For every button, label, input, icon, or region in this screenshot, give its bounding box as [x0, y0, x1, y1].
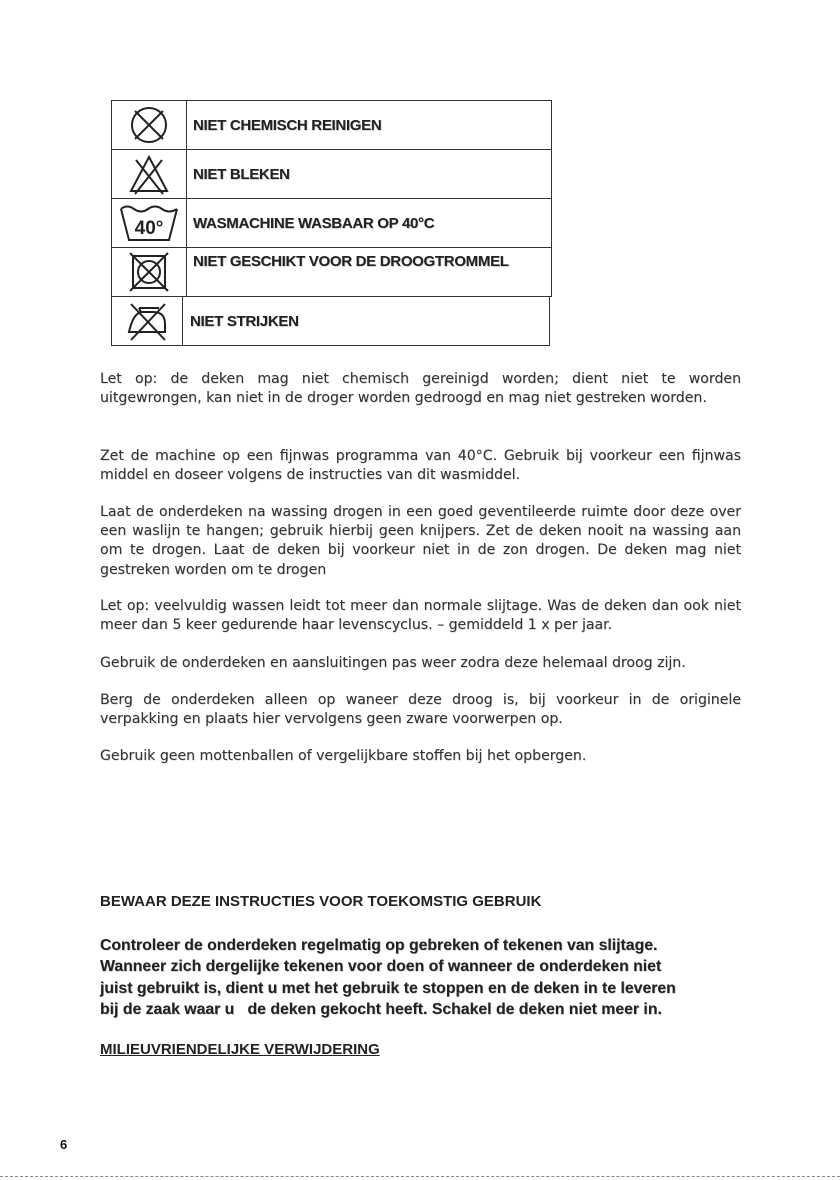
svg-text:40°: 40° [134, 218, 164, 239]
no-tumble-dry-icon [112, 248, 187, 296]
care-row-machine-wash-40 [111, 198, 552, 248]
machine-wash-40-icon [112, 199, 187, 247]
instruction-paragraph: Gebruik geen mottenballen of vergelijkbare stoffen bij het opbergen. [100, 748, 587, 764]
care-row-no-bleach [111, 149, 552, 199]
care-row-no-dry-clean [111, 100, 552, 150]
instruction-paragraph: Zet de machine op een fijnwas programma van 40°C. Gebruik bij voorkeur een fijnwas middel en doseer volgens de instructies van dit wasmiddel. [100, 448, 741, 484]
disposal-heading: MILIEUVRIENDELIJKE VERWIJDERING [100, 1041, 380, 1058]
care-symbols-table [111, 100, 552, 346]
care-label-text: WASMACHINE WASBAAR OP 40°C [193, 214, 435, 232]
warning-line: Controleer de onderdeken regelmatig op gebreken of tekenen van slijtage. [100, 937, 658, 954]
warning-line: Wanneer zich dergelijke tekenen voor doen of wanneer de onderdeken niet [100, 958, 662, 976]
no-iron-icon [112, 297, 183, 345]
no-dry-clean-icon [112, 101, 187, 149]
warning-block [100, 935, 760, 1021]
care-label-text: NIET BLEKEN [193, 165, 290, 183]
care-label-text: NIET STRIJKEN [190, 312, 299, 330]
bottom-divider [0, 1176, 840, 1177]
instruction-paragraph: Berg de onderdeken alleen op waneer deze droog is, bij voorkeur in de originele verpakking en plaats hier vervolgens geen zware voorwerpen op. [100, 692, 741, 728]
instruction-paragraph: Let op: de deken mag niet chemisch gereinigd worden; dient niet te worden uitgewrongen, kan niet in de droger worden gedroogd en mag niet gestreken worden. [100, 371, 741, 407]
instruction-paragraph: Gebruik de onderdeken en aansluitingen pas weer zodra deze helemaal droog zijn. [100, 655, 686, 671]
warning-line: juist gebruikt is, dient u met het gebruik te stoppen en de deken in te leveren [100, 979, 676, 997]
care-row-no-iron [111, 296, 550, 346]
no-bleach-icon [112, 150, 187, 198]
save-instructions-heading: BEWAAR DEZE INSTRUCTIES VOOR TOEKOMSTIG GEBRUIK [100, 893, 542, 910]
page-number: 6 [60, 1137, 68, 1152]
care-row-no-tumble-dry [111, 247, 552, 297]
instruction-paragraph: Laat de onderdeken na wassing drogen in een goed geventileerde ruimte door deze over een waslijn te hangen; gebruik hierbij geen knijpers. Zet de deken nooit na wassing aan om te drogen. Laat de deken bij voorkeur niet in de zon drogen. De deken mag niet gestreken worden om te drogen [100, 504, 741, 578]
warning-line: bij de zaak waar u de deken gekocht heeft. Schakel de deken niet meer in. [100, 1001, 662, 1019]
care-label-text: NIET GESCHIKT VOOR DE DROOGTROMMEL [193, 253, 509, 270]
instruction-paragraph: Let op: veelvuldig wassen leidt tot meer dan normale slijtage. Was de deken dan ook niet meer dan 5 keer gedurende haar levenscyclus. – gemiddeld 1 x per jaar. [100, 598, 741, 634]
care-label-text: NIET CHEMISCH REINIGEN [193, 116, 382, 134]
